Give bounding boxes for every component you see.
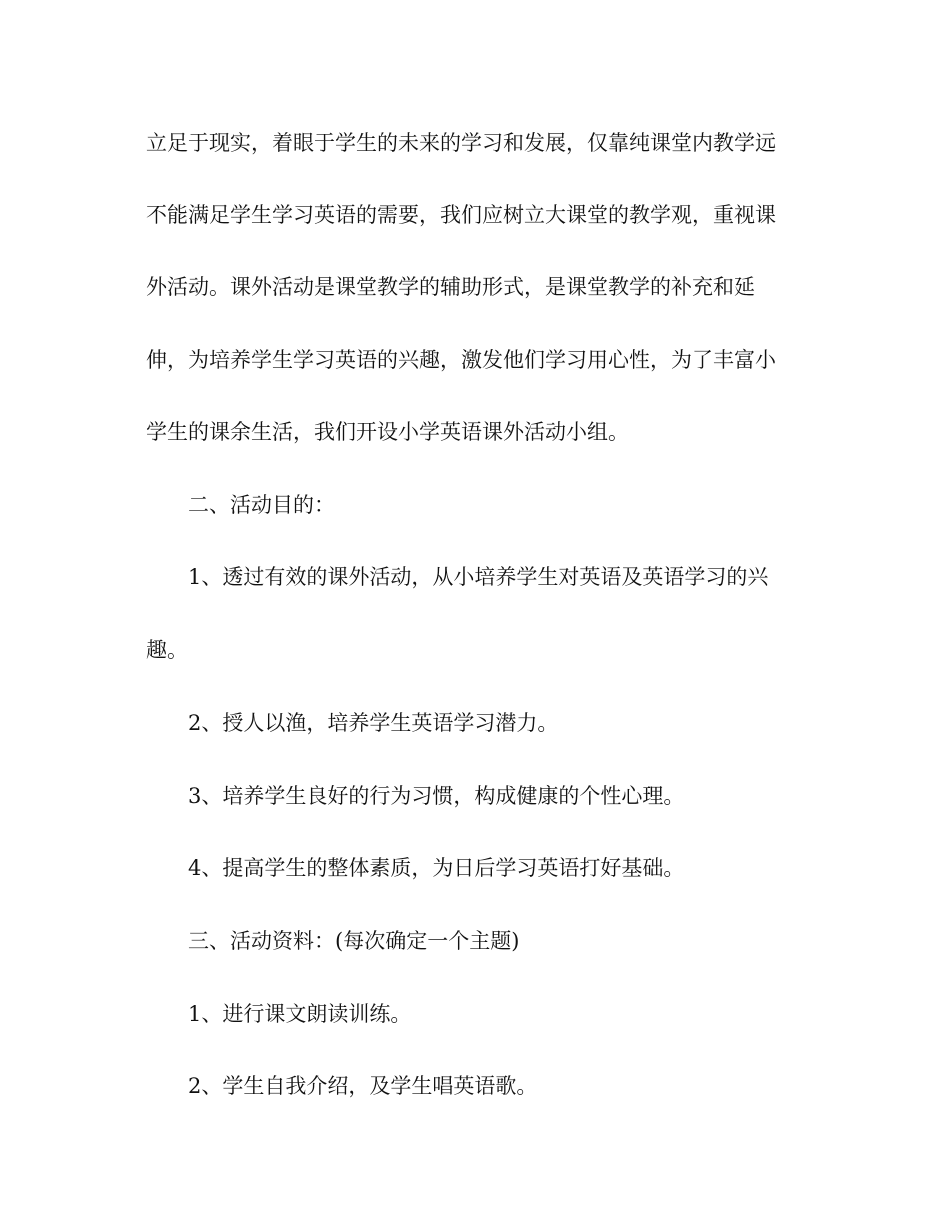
paragraph-line: 伸，为培养学生学习英语的兴趣，激发他们学习用心性，为了丰富小 <box>146 348 776 372</box>
list-item: 2、授人以渔，培养学生英语学习潜力。 <box>188 711 559 735</box>
list-item: 3、培养学生良好的行为习惯，构成健康的个性心理。 <box>188 784 685 808</box>
paragraph-line: 学生的课余生活，我们开设小学英语课外活动小组。 <box>146 420 629 444</box>
section-heading: 三、活动资料：(每次确定一个主题) <box>188 929 520 953</box>
paragraph-line: 不能满足学生学习英语的需要，我们应树立大课堂的教学观，重视课 <box>146 203 776 227</box>
list-item: 2、学生自我介绍，及学生唱英语歌。 <box>188 1074 538 1098</box>
list-item-continuation: 趣。 <box>146 638 188 662</box>
list-item: 4、提高学生的整体素质，为日后学习英语打好基础。 <box>188 856 685 880</box>
paragraph-line: 立足于现实，着眼于学生的未来的学习和发展，仅靠纯课堂内教学远 <box>146 131 776 155</box>
paragraph-line: 外活动。课外活动是课堂教学的辅助形式，是课堂教学的补充和延 <box>146 275 755 299</box>
list-item: 1、透过有效的课外活动，从小培养学生对英语及英语学习的兴 <box>188 565 769 589</box>
section-heading: 二、活动目的： <box>188 493 335 517</box>
list-item: 1、进行课文朗读训练。 <box>188 1002 412 1026</box>
